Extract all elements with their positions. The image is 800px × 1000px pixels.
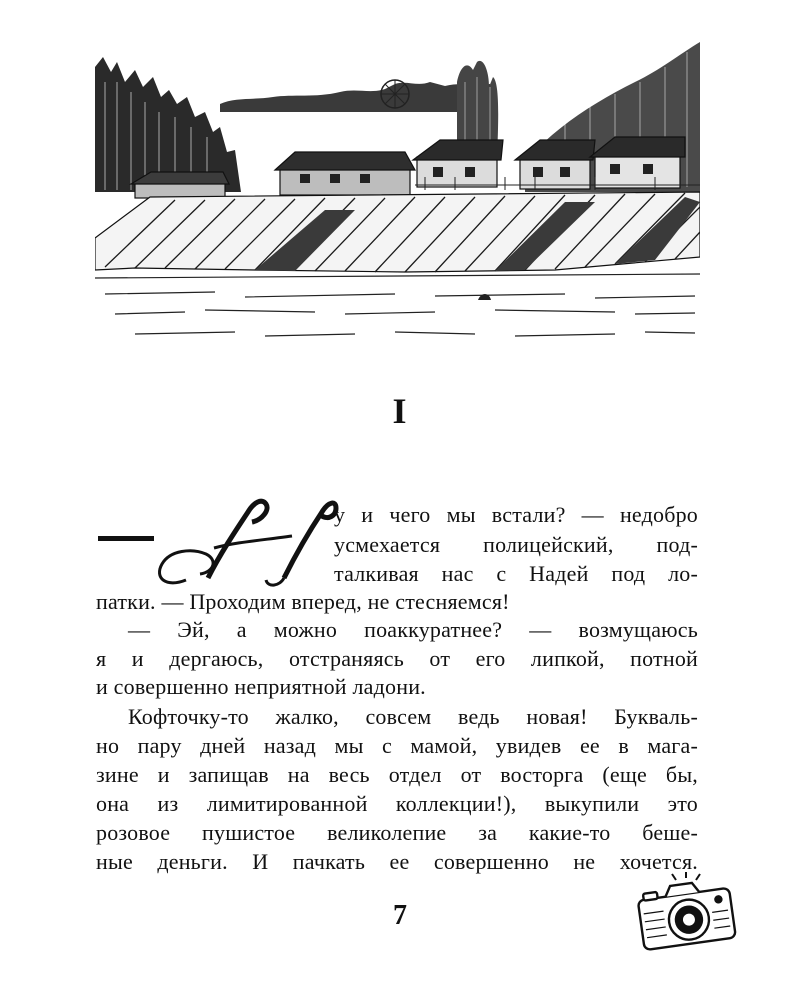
paragraph-3-line-6: ные деньги. И пачкать ее совершенно не хочется. — [96, 849, 698, 874]
paragraph-3-line-3: зине и запищав на весь отдел от восторга (еще бы, — [96, 762, 698, 787]
paragraph-1-line-3: талкивая нас с Надей под ло- — [334, 561, 698, 586]
riverside-village-illustration — [95, 42, 700, 352]
camera-icon — [632, 868, 740, 952]
paragraph-3-line-4: она из лимитированной коллекции!), выкупили это — [96, 791, 698, 816]
paragraph-2-line-3: и совершенно неприятной ладони. — [96, 674, 426, 699]
paragraph-1-first-line: у и чего мы встали? — недобро — [334, 502, 698, 527]
paragraph-3-line-5: розовое пушистое великолепие за какие-то беше- — [96, 820, 698, 845]
chapter-number: I — [392, 391, 408, 431]
paragraph-2-line-2: я и дергаюсь, отстраняясь от его липкой, потной — [96, 646, 698, 671]
paragraph-3-line-2: но пару дней назад мы с мамой, увидев ее в мага- — [96, 733, 698, 758]
paragraph-2-line-1: — Эй, а можно поаккуратнее? — возмущаюсь — [128, 617, 698, 642]
paragraph-1-line-4: патки. — Проходим вперед, не стесняемся! — [96, 589, 510, 614]
paragraph-3-line-1: Кофточку-то жалко, совсем ведь новая! Букваль- — [128, 704, 698, 729]
page-number: 7 — [393, 900, 407, 931]
drop-cap-letter — [96, 492, 341, 592]
paragraph-1-line-2: усмехается полицейский, под- — [334, 532, 698, 557]
